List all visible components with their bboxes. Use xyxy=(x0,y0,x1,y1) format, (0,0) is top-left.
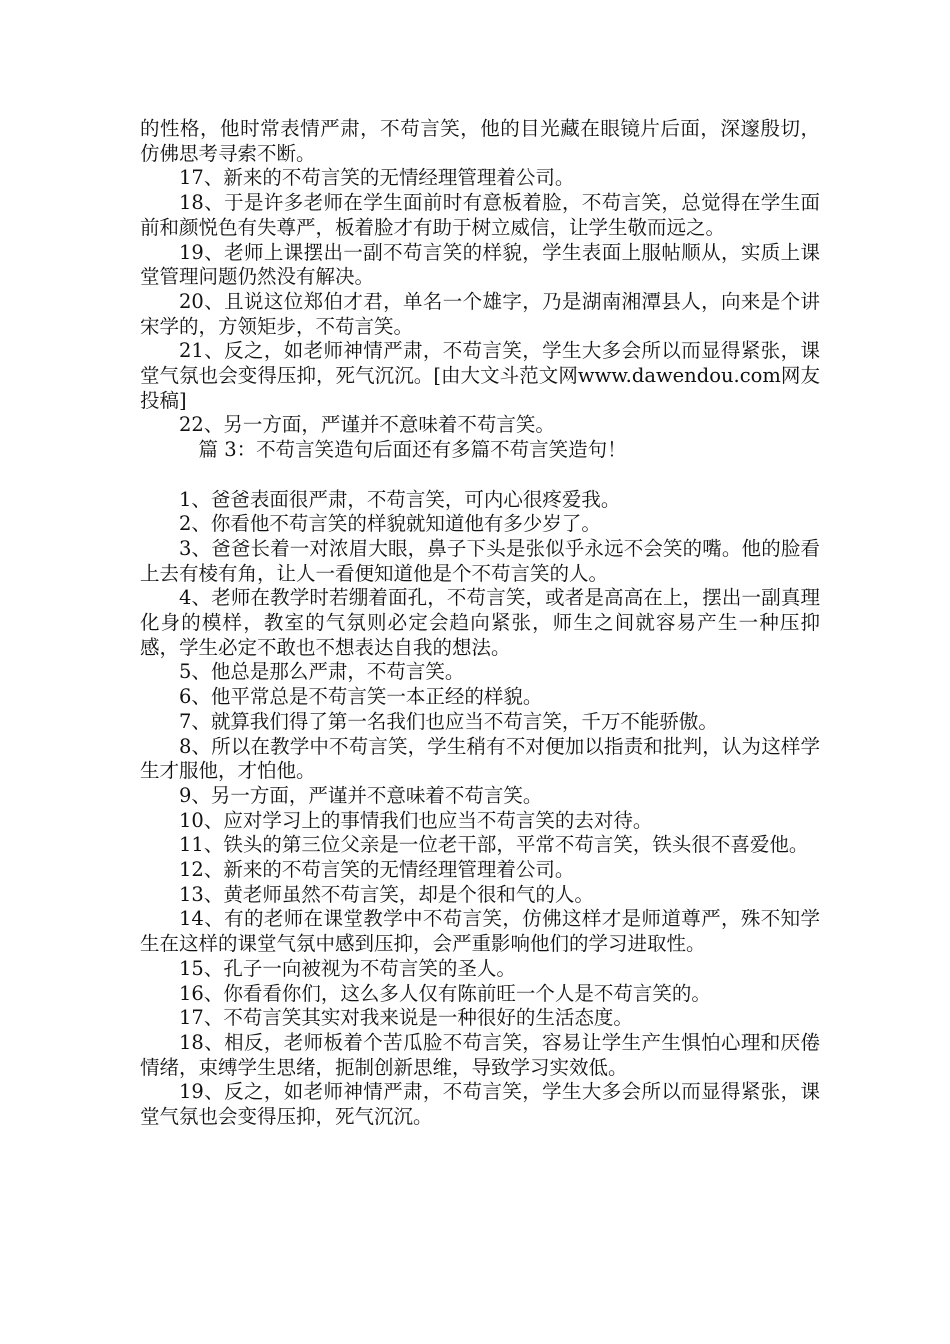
sentence-12: 12、新来的不苟言笑的无情经理管理着公司。 xyxy=(179,858,575,882)
sentence-19: 19、老师上课摆出一副不苟言笑的样貌，学生表面上服帖顺从，实质上课堂管理问题仍然没有解决。 xyxy=(140,240,820,289)
sentence-6: 6、他平常总是不苟言笑一本正经的样貌。 xyxy=(179,685,543,709)
sentence-20: 20、且说这位郑伯才君，单名一个雄字，乃是湖南湘潭县人，向来是个讲宋学的，方领矩步，不苟言笑。 xyxy=(140,289,820,338)
section-1 xyxy=(140,117,820,438)
sentence-17: 17、新来的不苟言笑的无情经理管理着公司。 xyxy=(179,166,575,190)
sentence-13: 13、黄老师虽然不苟言笑，却是个很和气的人。 xyxy=(179,882,594,906)
sentence-1: 1、爸爸表面很严肃，不苟言笑，可内心很疼爱我。 xyxy=(179,487,621,511)
sentence-15: 15、孔子一向被视为不苟言笑的圣人。 xyxy=(179,956,516,980)
blank-line xyxy=(140,463,820,488)
sentence-21: 21、反之，如老师神情严肃，不苟言笑，学生大多会所以而显得紧张，课堂气氛也会变得压抑，死气沉沉。[由大文斗范文网www.dawendou.com网友投稿] xyxy=(140,339,820,412)
sentence-7: 7、就算我们得了第一名我们也应当不苟言笑，千万不能骄傲。 xyxy=(179,709,718,733)
sentence-8: 8、所以在教学中不苟言笑，学生稍有不对便加以指责和批判，认为这样学生才服他，才怕他。 xyxy=(140,734,820,783)
section-2 xyxy=(140,488,820,1130)
sentence-9: 9、另一方面，严谨并不意味着不苟言笑。 xyxy=(179,783,543,807)
sentence-2: 2、你看他不苟言笑的样貌就知道他有多少岁了。 xyxy=(179,512,601,536)
sentence-19b: 19、反之，如老师神情严肃，不苟言笑，学生大多会所以而显得紧张，课堂气氛也会变得压抑，死气沉沉。 xyxy=(140,1080,820,1129)
sentence-5: 5、他总是那么严肃，不苟言笑。 xyxy=(179,660,465,684)
sentence-10: 10、应对学习上的事情我们也应当不苟言笑的去对待。 xyxy=(179,808,653,832)
sentence-16: 16、你看看你们，这么多人仅有陈前旺一个人是不苟言笑的。 xyxy=(179,981,711,1005)
section-heading: 篇 3：不苟言笑造句后面还有多篇不苟言笑造句！ xyxy=(198,438,627,462)
sentence-17b: 17、不苟言笑其实对我来说是一种很好的生活态度。 xyxy=(179,1006,633,1030)
sentence-4: 4、老师在教学时若绷着面孔，不苟言笑，或者是高高在上，摆出一副真理化身的模样，教室的气氛则必定会趋向紧张，师生之间就容易产生一种压抑感，学生必定不敢也不想表达自我的想法。 xyxy=(140,586,820,659)
paragraph-continued: 的性格，他时常表情严肃，不苟言笑，他的目光藏在眼镜片后面，深邃殷切，仿佛思考寻索不断。 xyxy=(140,117,820,165)
sentence-3: 3、爸爸长着一对浓眉大眼，鼻子下头是张似乎永远不会笑的嘴。他的脸看上去有棱有角，让人一看便知道他是个不苟言笑的人。 xyxy=(140,536,820,585)
sentence-18b: 18、相反，老师板着个苦瓜脸不苟言笑，容易让学生产生惧怕心理和厌倦情绪，束缚学生思绪，扼制创新思维，导致学习实效低。 xyxy=(140,1031,820,1079)
sentence-14: 14、有的老师在课堂教学中不苟言笑，仿佛这样才是师道尊严，殊不知学生在这样的课堂气氛中感到压抑，会严重影响他们的学习进取性。 xyxy=(140,907,820,956)
sentence-18: 18、于是许多老师在学生面前时有意板着脸，不苟言笑，总觉得在学生面前和颜悦色有失尊严，板着脸才有助于树立威信，让学生敬而远之。 xyxy=(140,191,820,239)
sentence-11: 11、铁头的第三位父亲是一位老干部，平常不苟言笑，铁头很不喜爱他。 xyxy=(179,833,809,857)
sentence-22: 22、另一方面，严谨并不意味着不苟言笑。 xyxy=(179,413,555,437)
